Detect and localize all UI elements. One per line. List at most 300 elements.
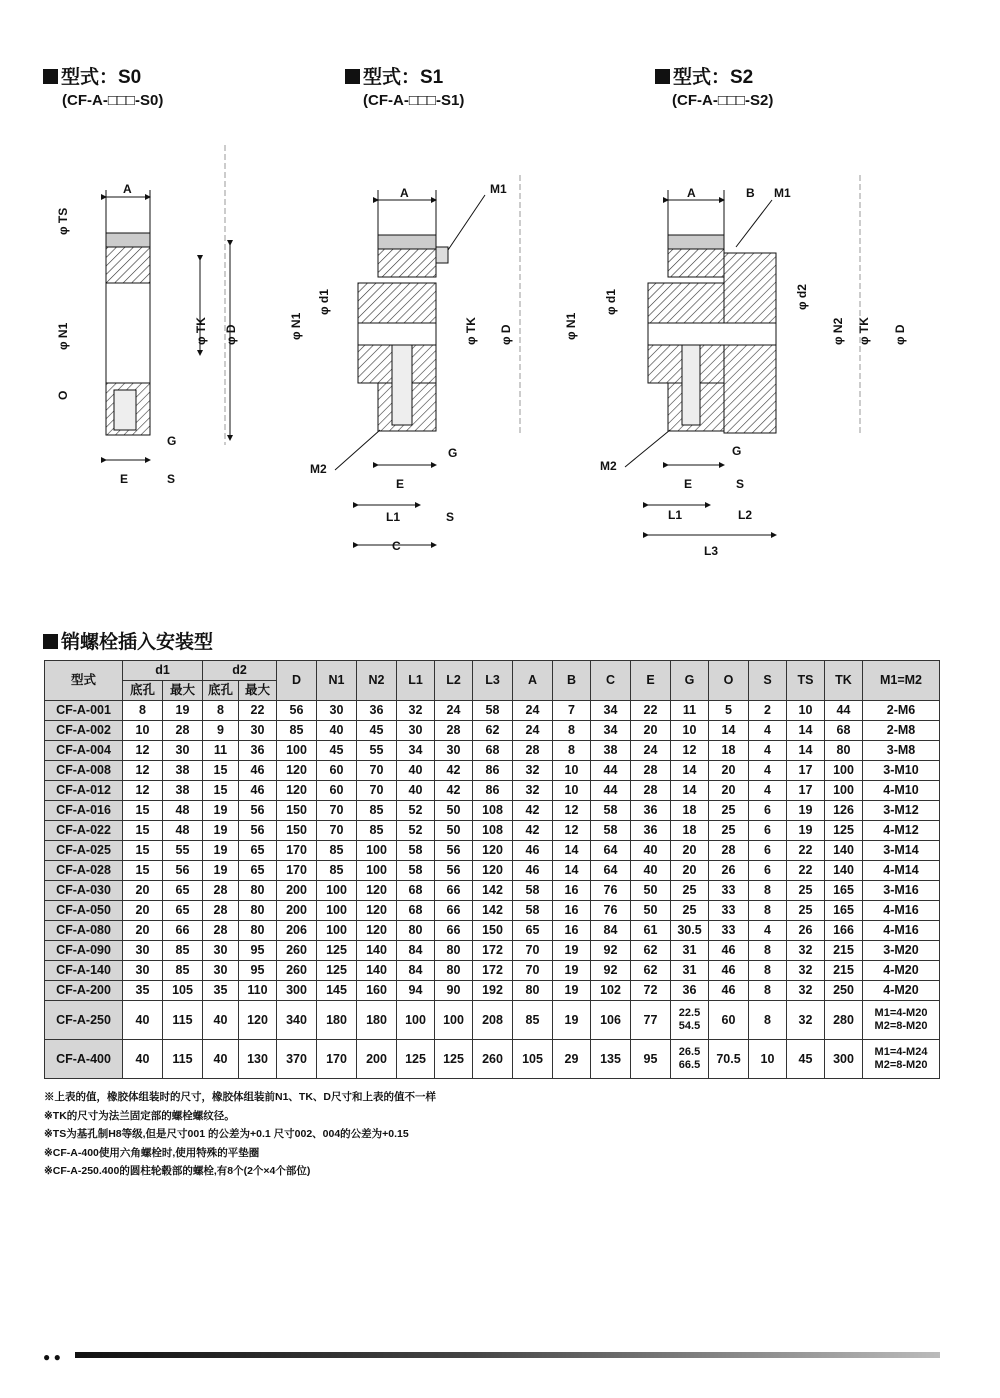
table-cell: 45	[357, 721, 397, 741]
table-cell: 31	[671, 961, 709, 981]
table-cell: 85	[317, 841, 357, 861]
header-model: 型式	[45, 661, 123, 701]
dim-a-label: A	[123, 182, 132, 196]
table-cell: 142	[473, 881, 513, 901]
model-cell: CF-A-022	[45, 821, 123, 841]
diagram-model-s1: (CF-A-□□□-S1)	[363, 92, 465, 109]
drawing-s2	[560, 175, 920, 575]
g-cell	[671, 1001, 709, 1040]
header-E: E	[631, 661, 671, 701]
table-cell: 172	[473, 941, 513, 961]
dim-l2-label: L2	[738, 508, 753, 522]
table-row	[45, 1001, 940, 1040]
table-cell: 31	[671, 941, 709, 961]
table-cell: 140	[357, 961, 397, 981]
table-cell: 12	[123, 781, 163, 801]
table-row	[45, 781, 940, 801]
header-TS: TS	[787, 661, 825, 701]
table-cell: 85	[357, 801, 397, 821]
table-cell: 65	[239, 861, 277, 881]
table-cell: 58	[591, 801, 631, 821]
table-cell: 14	[671, 781, 709, 801]
table-cell: 28	[435, 721, 473, 741]
table-cell: 50	[435, 821, 473, 841]
table-cell: 30	[239, 721, 277, 741]
table-cell: 19	[553, 941, 591, 961]
table-cell: 142	[473, 901, 513, 921]
table-cell: 3-M10	[863, 761, 940, 781]
table-cell: 4	[749, 741, 787, 761]
model-cell: CF-A-090	[45, 941, 123, 961]
table-cell: 48	[163, 801, 203, 821]
model-cell: CF-A-008	[45, 761, 123, 781]
table-cell: 6	[749, 861, 787, 881]
table-cell: 25	[671, 881, 709, 901]
table-cell: 11	[203, 741, 239, 761]
table-cell: 17	[787, 781, 825, 801]
table-cell: 8	[749, 961, 787, 981]
table-cell: 30	[123, 941, 163, 961]
table-cell: 68	[397, 881, 435, 901]
table-cell: 22	[787, 861, 825, 881]
table-cell: 19	[553, 1001, 591, 1040]
dim-tk-label: φ TK	[194, 317, 208, 345]
square-bullet-icon	[345, 69, 360, 84]
table-cell: 8	[749, 1001, 787, 1040]
dim-b-label: B	[746, 186, 755, 200]
model-cell: CF-A-200	[45, 981, 123, 1001]
model-cell: CF-A-025	[45, 841, 123, 861]
table-cell: 32	[513, 781, 553, 801]
table-cell: 7	[553, 701, 591, 721]
table-cell: 215	[825, 961, 863, 981]
m-cell	[863, 1040, 940, 1079]
table-cell: 56	[239, 801, 277, 821]
table-cell: 16	[553, 901, 591, 921]
table-cell: 160	[357, 981, 397, 1001]
table-cell: 70	[513, 941, 553, 961]
table-cell: 44	[825, 701, 863, 721]
note-4: ※CF-A-400使用六角螺栓时,使用特殊的平垫圈	[44, 1146, 260, 1159]
table-cell: 100	[357, 861, 397, 881]
table-cell: 15	[203, 761, 239, 781]
table-cell: 80	[435, 941, 473, 961]
table-cell: 52	[397, 801, 435, 821]
model-cell: CF-A-250	[45, 1001, 123, 1040]
table-cell: 125	[825, 821, 863, 841]
table-cell: 4	[749, 761, 787, 781]
table-cell: 85	[317, 861, 357, 881]
table-cell: 3-M8	[863, 741, 940, 761]
table-cell: 85	[163, 941, 203, 961]
table-cell: 16	[553, 881, 591, 901]
table-cell: 105	[163, 981, 203, 1001]
table-cell: 85	[163, 961, 203, 981]
table-cell: 6	[749, 841, 787, 861]
table-cell: 28	[163, 721, 203, 741]
table-cell: 100	[317, 921, 357, 941]
table-cell: 180	[317, 1001, 357, 1040]
table-cell: 120	[357, 921, 397, 941]
table-cell: 3-M14	[863, 841, 940, 861]
table-cell: 62	[631, 961, 671, 981]
table-cell: 40	[203, 1001, 239, 1040]
table-cell: 125	[317, 961, 357, 981]
dim-n1-label: φ N1	[564, 312, 578, 340]
table-cell: 100	[317, 901, 357, 921]
table-cell: 120	[239, 1001, 277, 1040]
table-cell: 66	[163, 921, 203, 941]
table-cell: 15	[123, 801, 163, 821]
table-cell: 370	[277, 1040, 317, 1079]
dim-tk-label: φ TK	[464, 317, 478, 345]
table-cell: 30	[317, 701, 357, 721]
table-cell: 14	[671, 761, 709, 781]
table-cell: 4-M16	[863, 901, 940, 921]
table-row	[45, 721, 940, 741]
table-cell: 60	[317, 781, 357, 801]
table-cell: 42	[435, 781, 473, 801]
table-cell: 208	[473, 1001, 513, 1040]
header-O: O	[709, 661, 749, 701]
dim-d1-label: φ d1	[317, 289, 331, 315]
dim-l1-label: L1	[386, 510, 401, 524]
table-cell: 6	[749, 821, 787, 841]
table-cell: 84	[397, 961, 435, 981]
m-bottom-value: M2=8-M20	[874, 1020, 928, 1032]
table-cell: 2	[749, 701, 787, 721]
table-cell: 85	[513, 1001, 553, 1040]
table-cell: 45	[317, 741, 357, 761]
dim-m2-label: M2	[310, 462, 327, 476]
table-cell: 92	[591, 941, 631, 961]
table-cell: 36	[357, 701, 397, 721]
table-cell: 36	[631, 801, 671, 821]
header-d1: d1	[123, 661, 203, 681]
table-cell: 85	[357, 821, 397, 841]
table-cell: 140	[825, 861, 863, 881]
g-top-value: 26.5	[678, 1046, 701, 1058]
table-cell: 40	[397, 781, 435, 801]
table-cell: 18	[671, 801, 709, 821]
table-cell: 40	[203, 1040, 239, 1079]
table-cell: 46	[239, 781, 277, 801]
table-cell: 125	[435, 1040, 473, 1079]
table-cell: 120	[357, 901, 397, 921]
table-cell: 68	[397, 901, 435, 921]
table-cell: 340	[277, 1001, 317, 1040]
table-cell: 10	[123, 721, 163, 741]
table-cell: 20	[671, 861, 709, 881]
table-cell: 42	[513, 801, 553, 821]
table-cell: 20	[709, 781, 749, 801]
dim-a-label: A	[400, 186, 409, 200]
table-cell: 8	[553, 741, 591, 761]
dim-g-label: G	[448, 446, 458, 460]
table-cell: 24	[513, 721, 553, 741]
table-cell: 70	[357, 781, 397, 801]
m-cell	[863, 1001, 940, 1040]
table-cell: 14	[709, 721, 749, 741]
g-bottom-value: 66.5	[678, 1059, 701, 1071]
table-cell: 17	[787, 761, 825, 781]
model-cell: CF-A-002	[45, 721, 123, 741]
m-bottom-value: M2=8-M20	[874, 1059, 928, 1071]
table-cell: 28	[203, 921, 239, 941]
square-bullet-icon	[43, 69, 58, 84]
table-cell: 36	[671, 981, 709, 1001]
table-cell: 80	[239, 901, 277, 921]
table-cell: 32	[513, 761, 553, 781]
table-row	[45, 941, 940, 961]
table-cell: 19	[163, 701, 203, 721]
drawing-s1	[280, 175, 540, 575]
table-cell: 55	[357, 741, 397, 761]
header-A: A	[513, 661, 553, 701]
header-TK: TK	[825, 661, 863, 701]
dim-s-label: S	[736, 477, 745, 491]
table-cell: 32	[787, 961, 825, 981]
table-cell: 25	[709, 801, 749, 821]
table-cell: 120	[357, 881, 397, 901]
table-cell: 28	[631, 761, 671, 781]
table-cell: 100	[435, 1001, 473, 1040]
dim-a-label: A	[687, 186, 696, 200]
table-cell: 16	[553, 921, 591, 941]
table-cell: 66	[435, 881, 473, 901]
table-cell: 4	[749, 921, 787, 941]
model-cell: CF-A-012	[45, 781, 123, 801]
footer-dots: ● ●	[43, 1350, 61, 1364]
note-3: ※TS为基孔制H8等级,但是尺寸001 的公差为+0.1 尺寸002、004的公差为+0.15	[44, 1128, 409, 1140]
table-cell: 66	[435, 921, 473, 941]
table-cell: 25	[671, 901, 709, 921]
spec-table	[44, 660, 940, 1079]
table-cell: 26	[787, 921, 825, 941]
section-title: 销螺栓插入安装型	[43, 627, 213, 654]
table-cell: 44	[591, 781, 631, 801]
header-L3: L3	[473, 661, 513, 701]
table-cell: 15	[123, 861, 163, 881]
table-cell: 25	[787, 901, 825, 921]
table-cell: 100	[825, 761, 863, 781]
table-row	[45, 921, 940, 941]
dim-d-label: φ D	[224, 324, 238, 345]
footer-bar	[75, 1352, 940, 1358]
table-cell: 30	[397, 721, 435, 741]
table-cell: 280	[825, 1001, 863, 1040]
table-cell: 10	[671, 721, 709, 741]
table-cell: 12	[123, 741, 163, 761]
header-D: D	[277, 661, 317, 701]
table-cell: 10	[749, 1040, 787, 1079]
table-cell: 100	[317, 881, 357, 901]
table-cell: 165	[825, 901, 863, 921]
table-cell: 125	[317, 941, 357, 961]
dim-l1-label: L1	[668, 508, 683, 522]
dim-n2-label: φ N2	[831, 317, 845, 345]
table-cell: 40	[631, 841, 671, 861]
table-cell: 40	[631, 861, 671, 881]
table-cell: 56	[163, 861, 203, 881]
table-cell: 11	[671, 701, 709, 721]
model-cell: CF-A-001	[45, 701, 123, 721]
table-cell: 300	[277, 981, 317, 1001]
g-bottom-value: 54.5	[678, 1020, 701, 1032]
table-cell: 140	[825, 841, 863, 861]
table-cell: 30	[203, 941, 239, 961]
table-cell: 80	[513, 981, 553, 1001]
table-cell: 200	[277, 881, 317, 901]
table-cell: 32	[787, 941, 825, 961]
table-cell: 8	[749, 941, 787, 961]
table-cell: 10	[787, 701, 825, 721]
table-cell: 15	[123, 821, 163, 841]
table-cell: 60	[317, 761, 357, 781]
table-cell: 84	[591, 921, 631, 941]
dim-m1-label: M1	[774, 186, 791, 200]
table-row	[45, 761, 940, 781]
table-cell: 120	[473, 861, 513, 881]
table-cell: 22	[239, 701, 277, 721]
table-cell: 19	[203, 821, 239, 841]
table-cell: 24	[435, 701, 473, 721]
header-N2: N2	[357, 661, 397, 701]
table-cell: 2-M8	[863, 721, 940, 741]
table-cell: 4-M20	[863, 961, 940, 981]
table-cell: 115	[163, 1040, 203, 1079]
table-cell: 38	[163, 761, 203, 781]
table-cell: 18	[671, 821, 709, 841]
table-cell: 120	[277, 781, 317, 801]
table-cell: 22	[631, 701, 671, 721]
table-cell: 170	[317, 1040, 357, 1079]
table-cell: 24	[513, 701, 553, 721]
table-cell: 38	[163, 781, 203, 801]
table-cell: 20	[123, 881, 163, 901]
table-cell: 45	[787, 1040, 825, 1079]
table-cell: 86	[473, 781, 513, 801]
table-cell: 206	[277, 921, 317, 941]
table-cell: 130	[239, 1040, 277, 1079]
table-cell: 20	[631, 721, 671, 741]
table-cell: 120	[473, 841, 513, 861]
table-cell: 4-M12	[863, 821, 940, 841]
table-cell: 66	[435, 901, 473, 921]
model-cell: CF-A-004	[45, 741, 123, 761]
table-cell: 19	[553, 961, 591, 981]
dim-s-label: S	[446, 510, 455, 524]
table-cell: 76	[591, 881, 631, 901]
diagram-title-s2: 型式：S2	[655, 62, 753, 89]
table-cell: 215	[825, 941, 863, 961]
diagram-title-s1: 型式：S1	[345, 62, 443, 89]
table-cell: 19	[203, 801, 239, 821]
header-M: M1=M2	[863, 661, 940, 701]
table-cell: 56	[435, 841, 473, 861]
table-cell: 145	[317, 981, 357, 1001]
table-cell: 4-M16	[863, 921, 940, 941]
dim-c-label: C	[392, 539, 401, 553]
table-cell: 40	[123, 1001, 163, 1040]
model-cell: CF-A-140	[45, 961, 123, 981]
dim-g-label: G	[732, 444, 742, 458]
table-cell: 260	[277, 941, 317, 961]
table-row	[45, 701, 940, 721]
table-cell: 40	[397, 761, 435, 781]
table-cell: 46	[709, 941, 749, 961]
table-cell: 192	[473, 981, 513, 1001]
table-cell: 58	[473, 701, 513, 721]
table-cell: 19	[787, 801, 825, 821]
table-cell: 80	[435, 961, 473, 981]
table-cell: 30	[435, 741, 473, 761]
table-cell: 84	[397, 941, 435, 961]
diagram-title-s0: 型式：S0	[43, 62, 141, 89]
table-cell: 55	[163, 841, 203, 861]
table-cell: 110	[239, 981, 277, 1001]
dim-g-label: G	[167, 434, 177, 448]
table-cell: 34	[397, 741, 435, 761]
table-cell: 100	[277, 741, 317, 761]
table-cell: 30.5	[671, 921, 709, 941]
square-bullet-icon	[43, 634, 58, 649]
table-cell: 70	[317, 821, 357, 841]
drawing-s0	[40, 145, 270, 495]
table-cell: 102	[591, 981, 631, 1001]
table-row	[45, 821, 940, 841]
table-cell: 2-M6	[863, 701, 940, 721]
table-cell: 40	[317, 721, 357, 741]
table-cell: 86	[473, 761, 513, 781]
table-cell: 4-M14	[863, 861, 940, 881]
table-cell: 46	[513, 861, 553, 881]
table-cell: 92	[591, 961, 631, 981]
table-row	[45, 861, 940, 881]
table-cell: 25	[787, 881, 825, 901]
dim-tk-label: φ TK	[857, 317, 871, 345]
header-S: S	[749, 661, 787, 701]
notes	[44, 1088, 436, 1181]
dim-l3-label: L3	[704, 544, 719, 558]
table-cell: 15	[203, 781, 239, 801]
table-cell: 4	[749, 781, 787, 801]
table-cell: 14	[553, 861, 591, 881]
table-cell: 200	[277, 901, 317, 921]
table-cell: 170	[277, 841, 317, 861]
table-cell: 95	[239, 941, 277, 961]
table-cell: 70	[357, 761, 397, 781]
table-cell: 32	[787, 1001, 825, 1040]
table-cell: 12	[553, 801, 591, 821]
table-cell: 100	[825, 781, 863, 801]
table-cell: 30	[123, 961, 163, 981]
dim-n1-label: φ N1	[56, 322, 70, 350]
table-cell: 44	[591, 761, 631, 781]
table-cell: 15	[123, 841, 163, 861]
header-L2: L2	[435, 661, 473, 701]
table-cell: 14	[553, 841, 591, 861]
table-cell: 58	[397, 841, 435, 861]
table-cell: 260	[473, 1040, 513, 1079]
table-row	[45, 881, 940, 901]
table-cell: 4-M10	[863, 781, 940, 801]
table-cell: 46	[709, 981, 749, 1001]
table-cell: 70	[317, 801, 357, 821]
table-cell: 65	[239, 841, 277, 861]
table-cell: 22	[787, 841, 825, 861]
table-row	[45, 801, 940, 821]
